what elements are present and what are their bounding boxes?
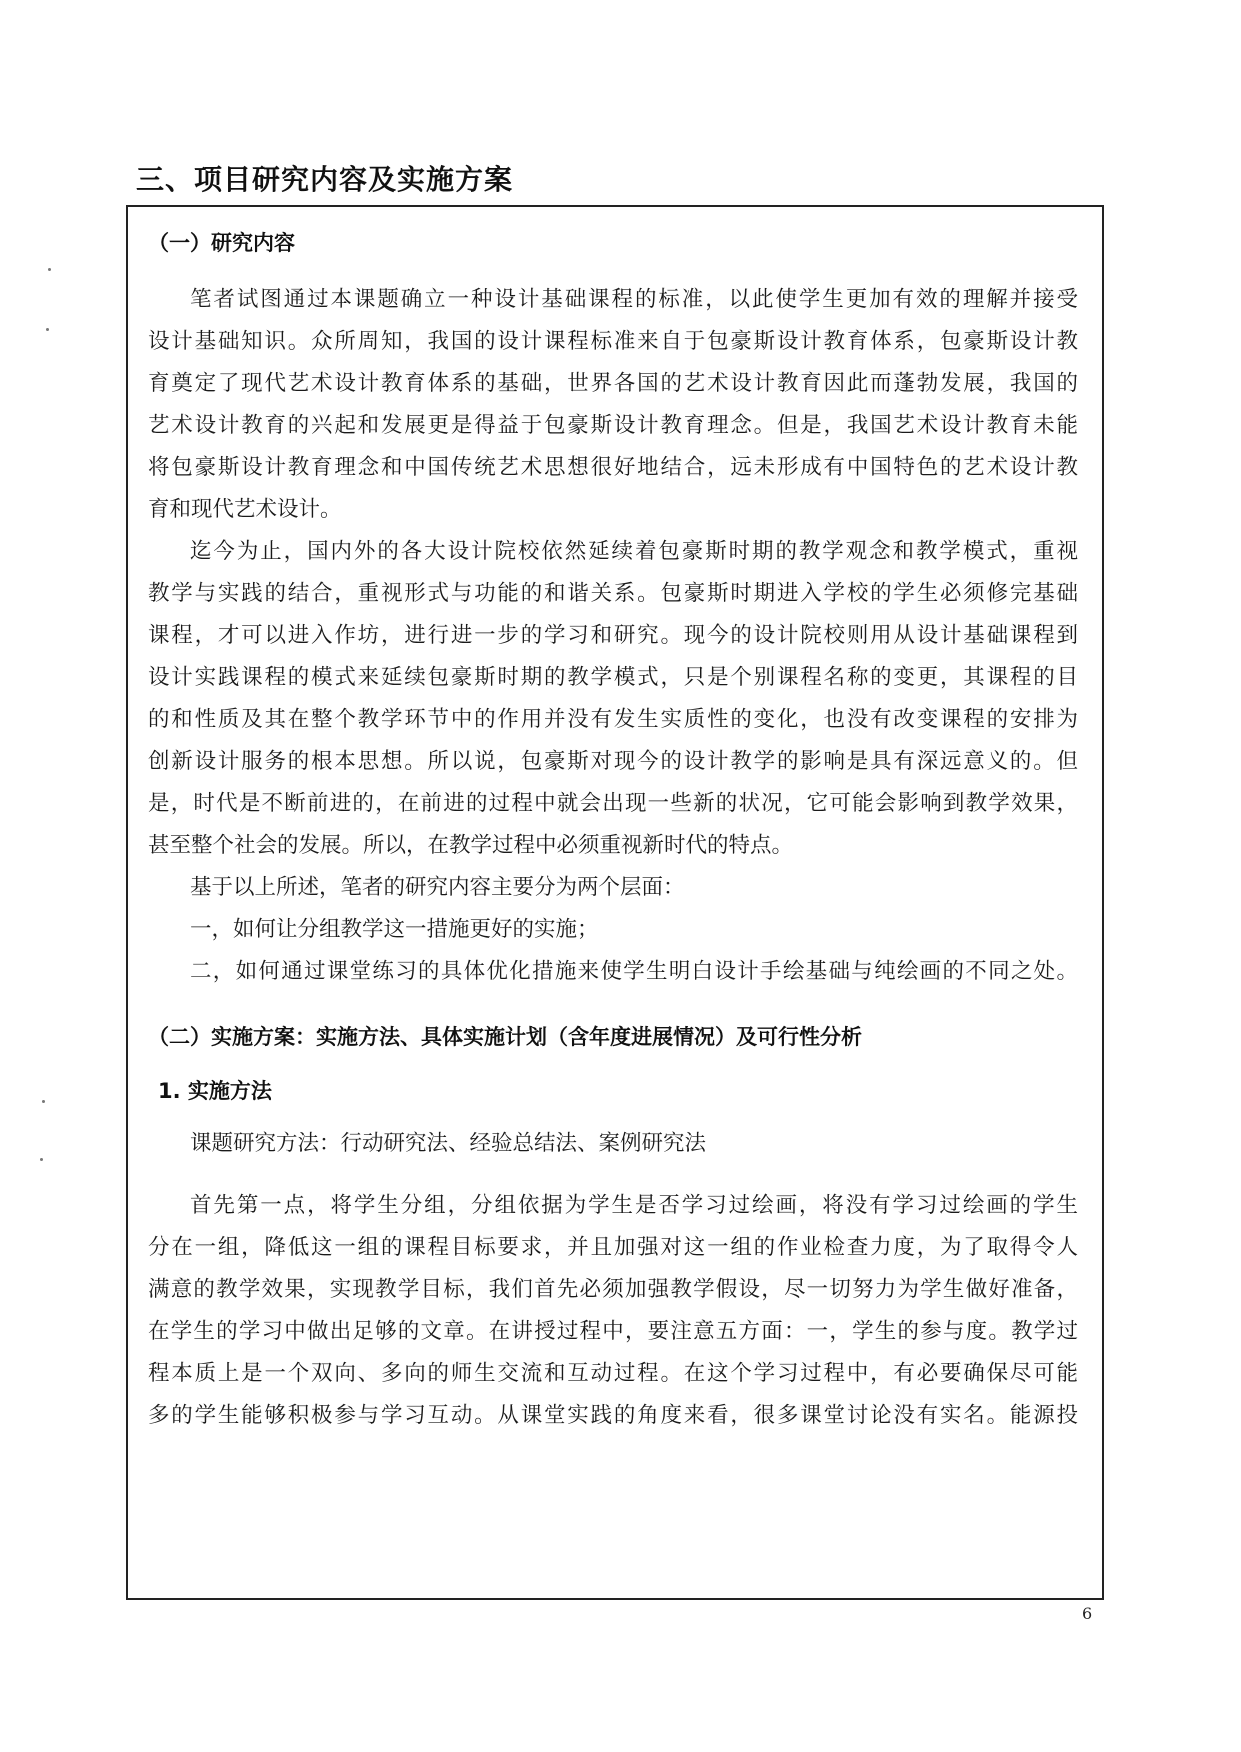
paragraph-line: 创新设计服务的根本思想。所以说，包豪斯对现今的设计教学的影响是具有深远意义的。但: [148, 749, 1078, 774]
paragraph-line: 教学与实践的结合，重视形式与功能的和谐关系。包豪斯时期进入学校的学生必须修完基础: [148, 581, 1078, 606]
paragraph-line: 笔者试图通过本课题确立一种设计基础课程的标准，以此使学生更加有效的理解并接受: [190, 287, 1078, 312]
paragraph-line: 二，如何通过课堂练习的具体优化措施来使学生明白设计手绘基础与纯绘画的不同之处。: [190, 959, 1078, 984]
heading-implementation-plan: （二）实施方案：实施方法、具体实施计划（含年度进展情况）及可行性分析: [148, 1025, 862, 1049]
content-frame: [126, 205, 1104, 1600]
subheading-implementation-method: 1. 实施方法: [158, 1079, 272, 1103]
paragraph-line: 多的学生能够积极参与学习互动。从课堂实践的角度来看，很多课堂讨论没有实名。能源投: [148, 1403, 1078, 1428]
paragraph-line: 迄今为止，国内外的各大设计院校依然延续着包豪斯时期的教学观念和教学模式，重视: [190, 539, 1078, 564]
paragraph-line: 育和现代艺术设计。: [148, 497, 342, 522]
paragraph-line: 是，时代是不断前进的，在前进的过程中就会出现一些新的状况，它可能会影响到教学效果，: [148, 791, 1078, 816]
paragraph-line: 艺术设计教育的兴起和发展更是得益于包豪斯设计教育理念。但是，我国艺术设计教育未能: [148, 413, 1078, 438]
paragraph-line: 设计基础知识。众所周知，我国的设计课程标准来自于包豪斯设计教育体系，包豪斯设计教: [148, 329, 1078, 354]
paragraph-line: 的和性质及其在整个教学环节中的作用并没有发生实质性的变化，也没有改变课程的安排为: [148, 707, 1078, 732]
paragraph-line: 基于以上所述，笔者的研究内容主要分为两个层面：: [190, 875, 685, 900]
paragraph-line: 将包豪斯设计教育理念和中国传统艺术思想很好地结合，远未形成有中国特色的艺术设计教: [148, 455, 1078, 480]
section-title: 三、项目研究内容及实施方案: [136, 163, 514, 196]
paragraph-line: 分在一组，降低这一组的课程目标要求，并且加强对这一组的作业检查力度，为了取得令人: [148, 1235, 1078, 1260]
paragraph-line: 程本质上是一个双向、多向的师生交流和互动过程。在这个学习过程中，有必要确保尽可能: [148, 1361, 1078, 1386]
paragraph-line: 设计实践课程的模式来延续包豪斯时期的教学模式，只是个别课程名称的变更，其课程的目: [148, 665, 1078, 690]
paragraph-line: 满意的教学效果，实现教学目标，我们首先必须加强教学假设，尽一切努力为学生做好准备，: [148, 1277, 1078, 1302]
paragraph-line: 育奠定了现代艺术设计教育体系的基础，世界各国的艺术设计教育因此而蓬勃发展，我国的: [148, 371, 1078, 396]
heading-research-content: （一）研究内容: [148, 231, 295, 255]
paragraph-line: 在学生的学习中做出足够的文章。在讲授过程中，要注意五方面：一，学生的参与度。教学过: [148, 1319, 1078, 1344]
methods-line: 课题研究方法：行动研究法、经验总结法、案例研究法: [190, 1131, 707, 1156]
paragraph-line: 甚至整个社会的发展。所以，在教学过程中必须重视新时代的特点。: [148, 833, 794, 858]
paragraph-line: 一，如何让分组教学这一措施更好的实施；: [190, 917, 599, 942]
frame-content: [128, 207, 1102, 1598]
paragraph-line: 课程，才可以进入作坊，进行进一步的学习和研究。现今的设计院校则用从设计基础课程到: [148, 623, 1078, 648]
paragraph-line: 首先第一点，将学生分组，分组依据为学生是否学习过绘画，将没有学习过绘画的学生: [190, 1193, 1078, 1218]
page-number: 6: [1082, 1604, 1093, 1623]
